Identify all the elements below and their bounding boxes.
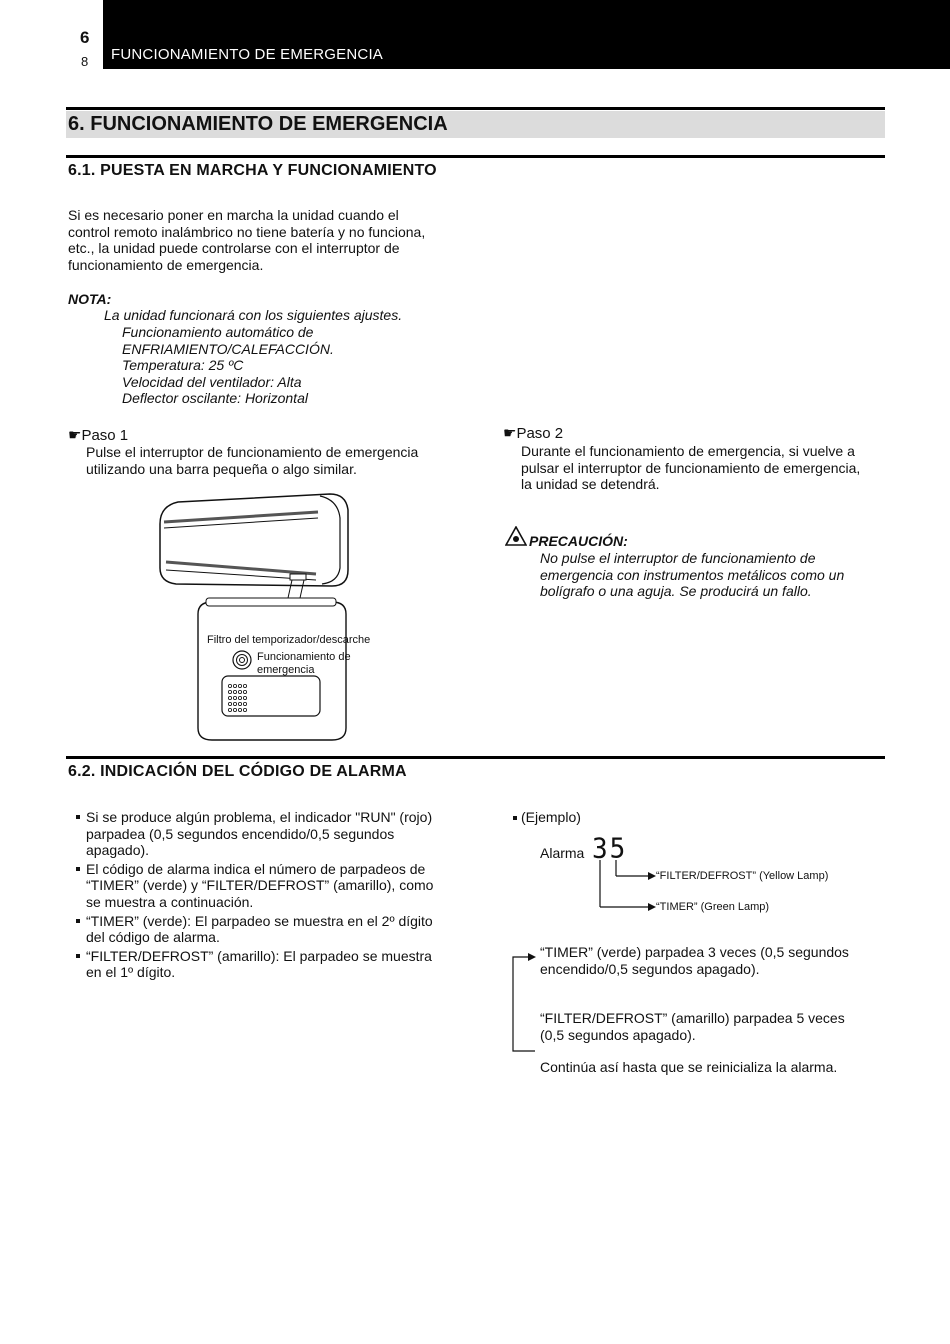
sequence-loop-bracket	[508, 950, 538, 1056]
timer-lamp-label: “TIMER” (Green Lamp)	[656, 901, 770, 913]
emergency-label-line: emergencia	[257, 664, 315, 676]
subsection-rule	[66, 155, 885, 158]
section-title: 6. FUNCIONAMIENTO DE EMERGENCIA	[68, 113, 448, 135]
alarm-bullet-list	[78, 809, 450, 983]
air-conditioner-illustration	[150, 488, 360, 744]
caution-line: emergencia con instrumentos metálicos como un	[540, 566, 845, 583]
chapter-number: 6	[80, 28, 90, 47]
step-2-text	[521, 443, 901, 493]
list-item: “TIMER” (verde): El parpadeo se muestra en el 2º dígito del código de alarma.	[78, 913, 450, 946]
step-1-label: Paso 1	[81, 427, 129, 444]
intro-line: control remoto inalámbrico no tiene batería y no funciona,	[68, 223, 426, 240]
note-item: ENFRIAMIENTO/CALEFACCIÓN.	[122, 340, 334, 357]
alarm-code-arrows	[590, 858, 660, 918]
note-item: Temperatura: 25 ºC	[122, 357, 244, 374]
list-item: “FILTER/DEFROST” (amarillo): El parpadeo se muestra en el 1º dígito.	[78, 948, 450, 981]
filter-desc-line: (0,5 segundos apagado).	[540, 1026, 696, 1043]
step-1-heading	[68, 426, 128, 444]
note-item: Funcionamiento automático de	[122, 324, 314, 340]
note-item: Velocidad del ventilador: Alta	[122, 373, 302, 390]
caution-label: PRECAUCIÓN:	[529, 533, 628, 549]
pointing-hand-icon: ☛	[503, 425, 517, 442]
caution-text	[540, 550, 880, 600]
timer-desc-line: “TIMER” (verde) parpadea 3 veces (0,5 segundos	[540, 944, 849, 960]
timer-desc-line: encendido/0,5 segundos apagado).	[540, 960, 760, 977]
header-title: FUNCIONAMIENTO DE EMERGENCIA	[111, 46, 384, 63]
example-label: (Ejemplo)	[521, 809, 581, 825]
step-2-label: Paso 2	[516, 425, 564, 442]
step-2-line: la unidad se detendrá.	[521, 476, 660, 493]
filter-lamp-label: “FILTER/DEFROST” (Yellow Lamp)	[656, 870, 829, 882]
continue-text: Continúa así hasta que se reinicializa la alarma.	[540, 1059, 838, 1075]
filter-desc-line: “FILTER/DEFROST” (amarillo) parpadea 5 veces	[540, 1010, 845, 1026]
alarm-label: Alarma	[540, 845, 585, 861]
step-1-text	[86, 444, 466, 477]
subsection-6-2-rule	[66, 756, 885, 759]
note-lead: La unidad funcionará con los siguientes ajustes.	[104, 307, 403, 323]
caution-line: bolígrafo o una aguja. Se producirá un fallo.	[540, 583, 812, 600]
page-number: 8	[81, 54, 89, 69]
note-item: Deflector oscilante: Horizontal	[122, 390, 308, 407]
intro-line: etc., la unidad puede controlarse con el interruptor de	[68, 240, 400, 257]
subsection-6-1-title: 6.1. PUESTA EN MARCHA Y FUNCIONAMIENTO	[68, 162, 437, 179]
emergency-switch-label	[257, 651, 351, 677]
section-rule	[66, 107, 885, 110]
intro-paragraph	[68, 207, 468, 273]
note-items	[122, 324, 334, 407]
step-1-line: utilizando una barra pequeña o algo similar.	[86, 460, 357, 477]
subsection-6-2-title: 6.2. INDICACIÓN DEL CÓDIGO DE ALARMA	[68, 763, 407, 780]
pointing-hand-icon: ☛	[68, 427, 82, 444]
step-1-line: Pulse el interruptor de funcionamiento de emergencia	[86, 444, 419, 460]
note-label: NOTA:	[68, 291, 112, 307]
emergency-label-line: Funcionamiento de	[257, 651, 351, 663]
alarm-code-display: 35	[592, 833, 628, 865]
filter-description	[540, 1010, 880, 1043]
example-heading	[513, 809, 581, 826]
caution-line: No pulse el interruptor de funcionamiento de	[540, 550, 816, 566]
list-item: El código de alarma indica el número de parpadeos de “TIMER” (verde) y “FILTER/DEFROST” (amarillo), como se muestra a continuación.	[78, 861, 450, 911]
step-2-line: Durante el funcionamiento de emergencia, si vuelve a	[521, 443, 855, 459]
step-2-line: pulsar el interruptor de funcionamiento de emergencia,	[521, 459, 861, 476]
bullet-icon	[513, 816, 517, 820]
list-item: Si se produce algún problema, el indicador "RUN" (rojo) parpadea (0,5 segundos encendido/0,5 segundos apagado).	[78, 809, 450, 859]
timer-filter-label: Filtro del temporizador/descarche	[207, 634, 371, 646]
intro-line: funcionamiento de emergencia.	[68, 256, 264, 273]
warning-triangle-icon	[505, 526, 527, 546]
timer-description	[540, 944, 880, 977]
step-2-heading	[503, 424, 563, 442]
intro-line: Si es necesario poner en marcha la unidad cuando el	[68, 207, 399, 223]
